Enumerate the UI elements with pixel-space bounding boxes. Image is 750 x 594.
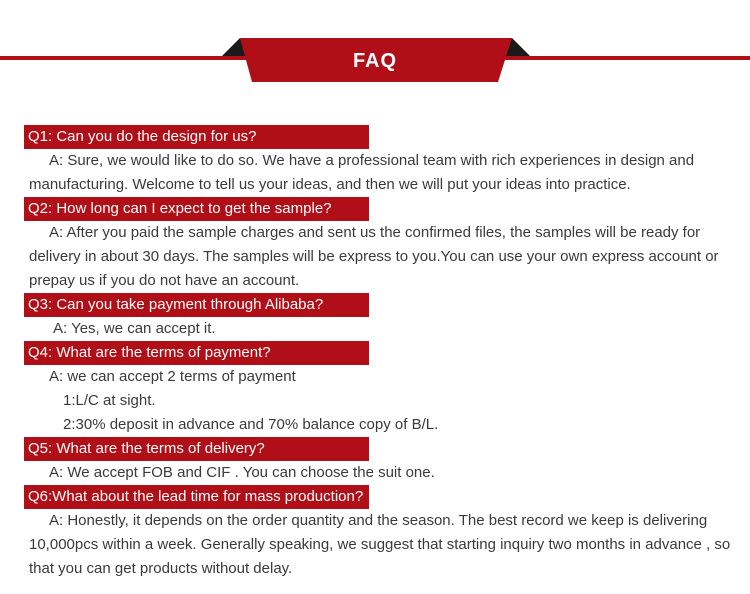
answer-line: A: After you paid the sample charges and sent us the confirmed files, the samples will be ready for [49, 224, 701, 241]
answer [24, 365, 734, 437]
answer-line: delivery in about 30 days. The samples will be express to you.You can use your own express account or [29, 248, 719, 265]
answer [24, 461, 734, 485]
answer-line: 1:L/C at sight. [63, 392, 156, 409]
faq-item [24, 293, 734, 341]
question-bar: Q3: Can you take payment through Alibaba? [24, 293, 369, 317]
answer [24, 149, 734, 197]
faq-item [24, 197, 734, 293]
answer-line: 10,000pcs within a week. Generally speaking, we suggest that starting inquiry two months in advance , so [29, 536, 731, 553]
page-title: FAQ [352, 50, 398, 72]
question-bar: Q1: Can you do the design for us? [24, 125, 369, 149]
faq-item [24, 485, 734, 581]
question-bar: Q5: What are the terms of delivery? [24, 437, 369, 461]
answer-line: prepay us if you do not have an account. [29, 272, 300, 289]
answer-line: that you can get products without delay. [29, 560, 293, 577]
question-bar: Q6:What about the lead time for mass production? [24, 485, 369, 509]
question-bar: Q2: How long can I expect to get the sample? [24, 197, 369, 221]
answer-line: 2:30% deposit in advance and 70% balance copy of B/L. [63, 416, 439, 433]
faq-list [24, 125, 734, 581]
faq-item [24, 437, 734, 485]
faq-item [24, 125, 734, 197]
faq-banner [0, 0, 750, 90]
answer-line: A: Yes, we can accept it. [53, 320, 216, 337]
answer-line: manufacturing. Welcome to tell us your ideas, and then we will put your ideas into practice. [29, 176, 631, 193]
answer-line: A: Sure, we would like to do so. We have a professional team with rich experiences in design and [49, 152, 695, 169]
question-bar: Q4: What are the terms of payment? [24, 341, 369, 365]
faq-item [24, 341, 734, 437]
answer-line: A: Honestly, it depends on the order quantity and the season. The best record we keep is delivering [49, 512, 708, 529]
answer-line: A: we can accept 2 terms of payment [49, 368, 296, 385]
banner-graphic [0, 0, 750, 90]
answer [24, 509, 734, 581]
answer [24, 317, 734, 341]
answer-line: A: We accept FOB and CIF . You can choose the suit one. [49, 464, 435, 481]
answer [24, 221, 734, 293]
